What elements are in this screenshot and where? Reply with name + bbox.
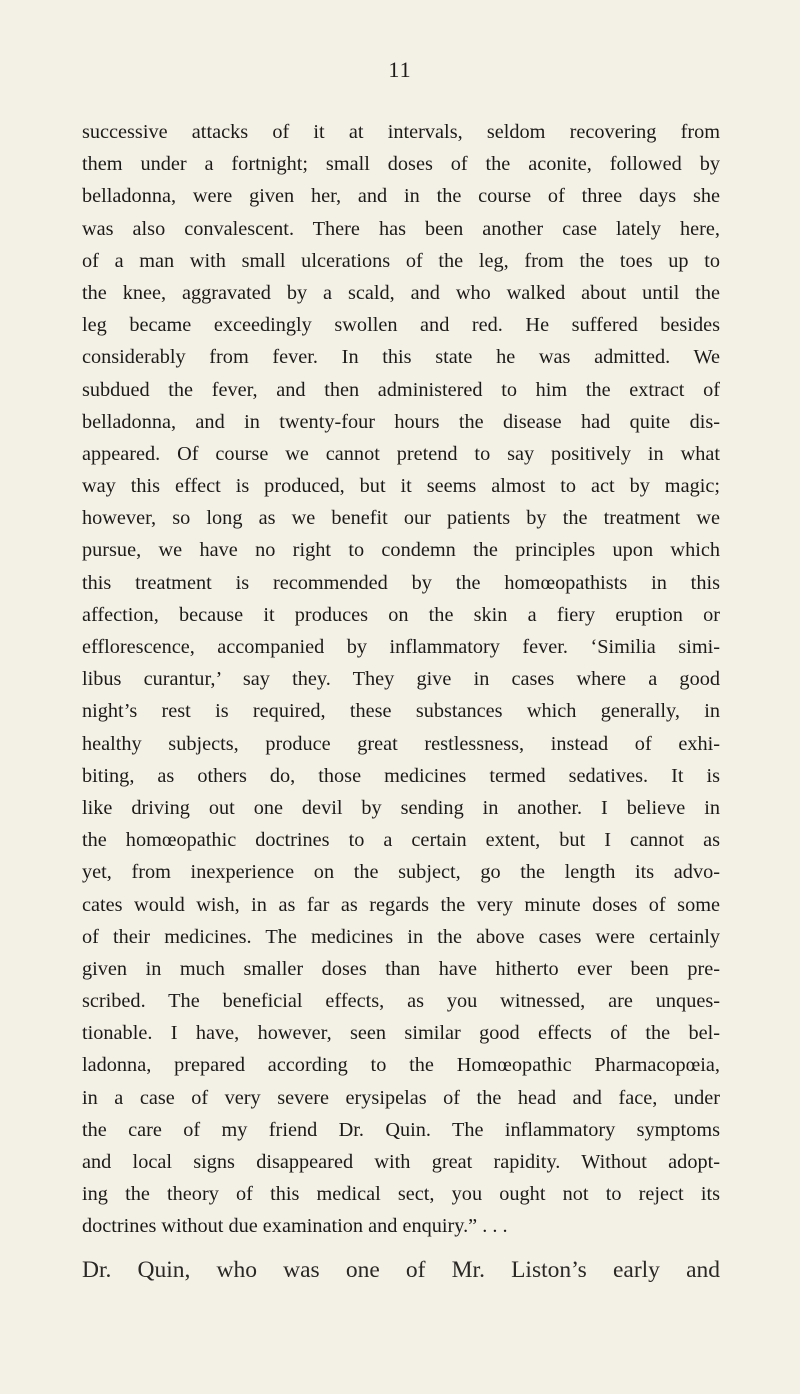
text-line: ing the theory of this medical sect, you ought not to reject its — [82, 1183, 720, 1206]
text-line: ladonna, prepared according to the Homœopathic Pharmacopœia, — [82, 1054, 720, 1077]
text-line: in a case of very severe erysipelas of the head and face, under — [82, 1086, 720, 1109]
next-paragraph-line: Dr. Quin, who was one of Mr. Liston’s early and — [82, 1256, 720, 1283]
text-line: night’s rest is required, these substances which generally, in — [82, 700, 720, 723]
text-line: pursue, we have no right to condemn the principles upon which — [82, 539, 720, 562]
body-text — [82, 116, 720, 1287]
text-line: biting, as others do, those medicines termed sedatives. It is — [82, 764, 720, 787]
text-line: considerably from fever. In this state he was admitted. We — [82, 346, 720, 369]
text-line: the care of my friend Dr. Quin. The inflammatory symptoms — [82, 1118, 720, 1141]
text-line: however, so long as we benefit our patients by the treatment we — [82, 507, 720, 530]
text-line: yet, from inexperience on the subject, go the length its advo- — [82, 861, 720, 884]
text-line: scribed. The beneficial effects, as you witnessed, are unques- — [82, 990, 720, 1013]
text-line: was also convalescent. There has been another case lately here, — [82, 217, 720, 240]
text-line: given in much smaller doses than have hitherto ever been pre- — [82, 957, 720, 980]
text-line: healthy subjects, produce great restlessness, instead of exhi- — [82, 732, 720, 755]
text-line: and local signs disappeared with great rapidity. Without adopt- — [82, 1151, 720, 1173]
text-line: appeared. Of course we cannot pretend to say positively in what — [82, 442, 720, 465]
text-line: them under a fortnight; small doses of the aconite, followed by — [82, 153, 720, 176]
text-line: cates would wish, in as far as regards the very minute doses of some — [82, 893, 720, 916]
text-line: way this effect is produced, but it seems almost to act by magic; — [82, 475, 720, 498]
text-line: this treatment is recommended by the homœopathists in this — [82, 571, 720, 594]
text-line: tionable. I have, however, seen similar good effects of the bel- — [82, 1022, 720, 1045]
text-line: subdued the fever, and then administered to him the extract of — [82, 378, 720, 401]
text-line: successive attacks of it at intervals, seldom recovering from — [82, 121, 720, 143]
text-line: of a man with small ulcerations of the leg, from the toes up to — [82, 249, 720, 272]
text-line: affection, because it produces on the skin a fiery eruption or — [82, 603, 720, 626]
page-number: 11 — [388, 57, 412, 82]
text-line: libus curantur,’ say they. They give in cases where a good — [82, 668, 720, 691]
text-line-last: doctrines without due examination and enquiry.” . . . — [82, 1215, 508, 1238]
text-line: like driving out one devil by sending in another. I believe in — [82, 796, 720, 819]
text-line: of their medicines. The medicines in the above cases were certainly — [82, 925, 720, 948]
text-line: belladonna, were given her, and in the course of three days she — [82, 185, 720, 208]
text-line: leg became exceedingly swollen and red. He suffered besides — [82, 314, 720, 337]
text-line: the homœopathic doctrines to a certain extent, but I cannot as — [82, 829, 720, 852]
text-line: efflorescence, accompanied by inflammatory fever. ‘Similia simi- — [82, 636, 720, 658]
text-line: the knee, aggravated by a scald, and who walked about until the — [82, 281, 720, 304]
text-line: belladonna, and in twenty-four hours the disease had quite dis- — [82, 410, 720, 433]
